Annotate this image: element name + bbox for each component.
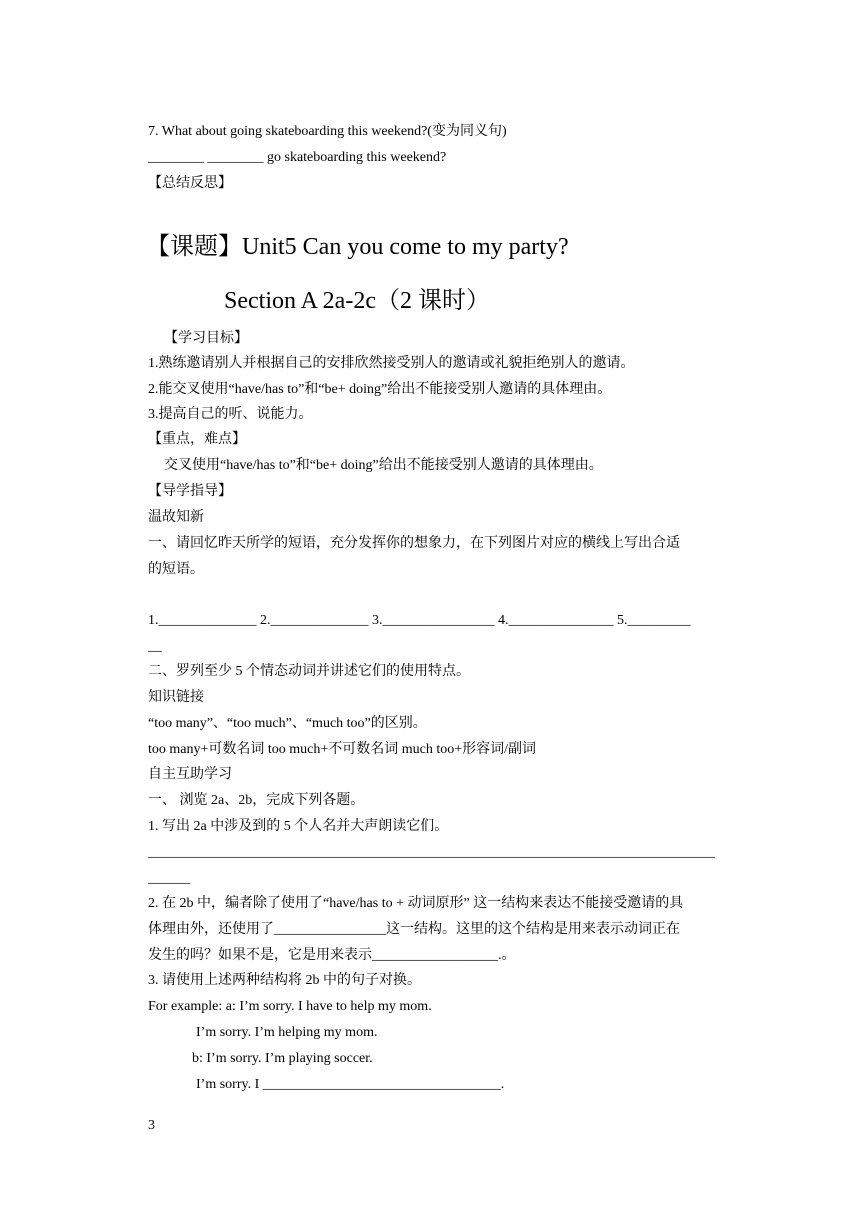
- phrase-blanks: 1.______________ 2.______________ 3.________________ 4._______________ 5._________: [148, 613, 691, 628]
- summary-heading: 【总结反思】: [148, 176, 232, 191]
- objective-1: 1.熟练邀请别人并根据自己的安排欣然接受别人的邀请或礼貌拒绝别人的邀请。: [148, 356, 635, 371]
- exercise-7-prompt: 7. What about going skateboarding this weekend?(变为同义句): [148, 124, 507, 139]
- knowledge-link-question: “too many”、“too much”、“much too”的区别。: [148, 716, 427, 731]
- example-b-2-blank: I’m sorry. I __________________________________.: [196, 1077, 505, 1092]
- review-task-1-line1: 一、请回忆昨天所学的短语，充分发挥你的想象力，在下列图片对应的横线上写出合适: [148, 536, 680, 551]
- key-points-heading: 【重点，难点】: [148, 432, 246, 447]
- objective-2: 2.能交叉使用“have/has to”和“be+ doing”给出不能接受别人邀请的具体理由。: [148, 382, 612, 397]
- question-3: 3. 请使用上述两种结构将 2b 中的句子对换。: [148, 973, 421, 988]
- self-study-task-1: 一、 浏览 2a、2b，完成下列各题。: [148, 793, 365, 808]
- objectives-heading: 【学习目标】: [164, 331, 248, 346]
- review-task-1-line2: 的短语。: [148, 562, 204, 577]
- example-b-1: b: I’m sorry. I’m playing soccer.: [192, 1051, 373, 1066]
- lesson-title: 【课题】Unit5 Can you come to my party?: [146, 234, 569, 260]
- question-1-answer-line-continued: ______: [148, 871, 190, 886]
- review-heading: 温故知新: [148, 510, 204, 525]
- knowledge-link-heading: 知识链接: [148, 690, 204, 705]
- section-title: Section A 2a-2c（2 课时）: [224, 288, 490, 314]
- self-study-heading: 自主互助学习: [148, 767, 232, 782]
- example-a-1: For example: a: I’m sorry. I have to help my mom.: [148, 999, 432, 1014]
- question-2-line3: 发生的吗？如果不是，它是用来表示__________________.。: [148, 948, 516, 963]
- key-points-text: 交叉使用“have/has to”和“be+ doing”给出不能接受别人邀请的具体理由。: [164, 458, 603, 473]
- question-2-line2: 体理由外，还使用了________________这一结构。这里的这个结构是用来表示动词正在: [148, 922, 680, 937]
- page-number: 3: [148, 1118, 155, 1133]
- question-1-answer-line: _________________________________________________________________________________: [148, 845, 715, 860]
- knowledge-link-rules: too many+可数名词 too much+不可数名词 much too+形容词/副词: [148, 742, 537, 757]
- exercise-7-blank: ________ ________ go skateboarding this weekend?: [148, 150, 447, 165]
- example-a-2: I’m sorry. I’m helping my mom.: [196, 1025, 378, 1040]
- objective-3: 3.提高自己的听、说能力。: [148, 407, 313, 422]
- question-1: 1. 写出 2a 中涉及到的 5 个人名并大声朗读它们。: [148, 819, 449, 834]
- question-2-line1: 2. 在 2b 中，编者除了使用了“have/has to + 动词原形” 这一结构来表达不能接受邀请的具: [148, 896, 684, 911]
- phrase-blanks-continued: __: [148, 639, 162, 654]
- guidance-heading: 【导学指导】: [148, 484, 232, 499]
- review-task-2: 二、罗列至少 5 个情态动词并讲述它们的使用特点。: [148, 664, 470, 679]
